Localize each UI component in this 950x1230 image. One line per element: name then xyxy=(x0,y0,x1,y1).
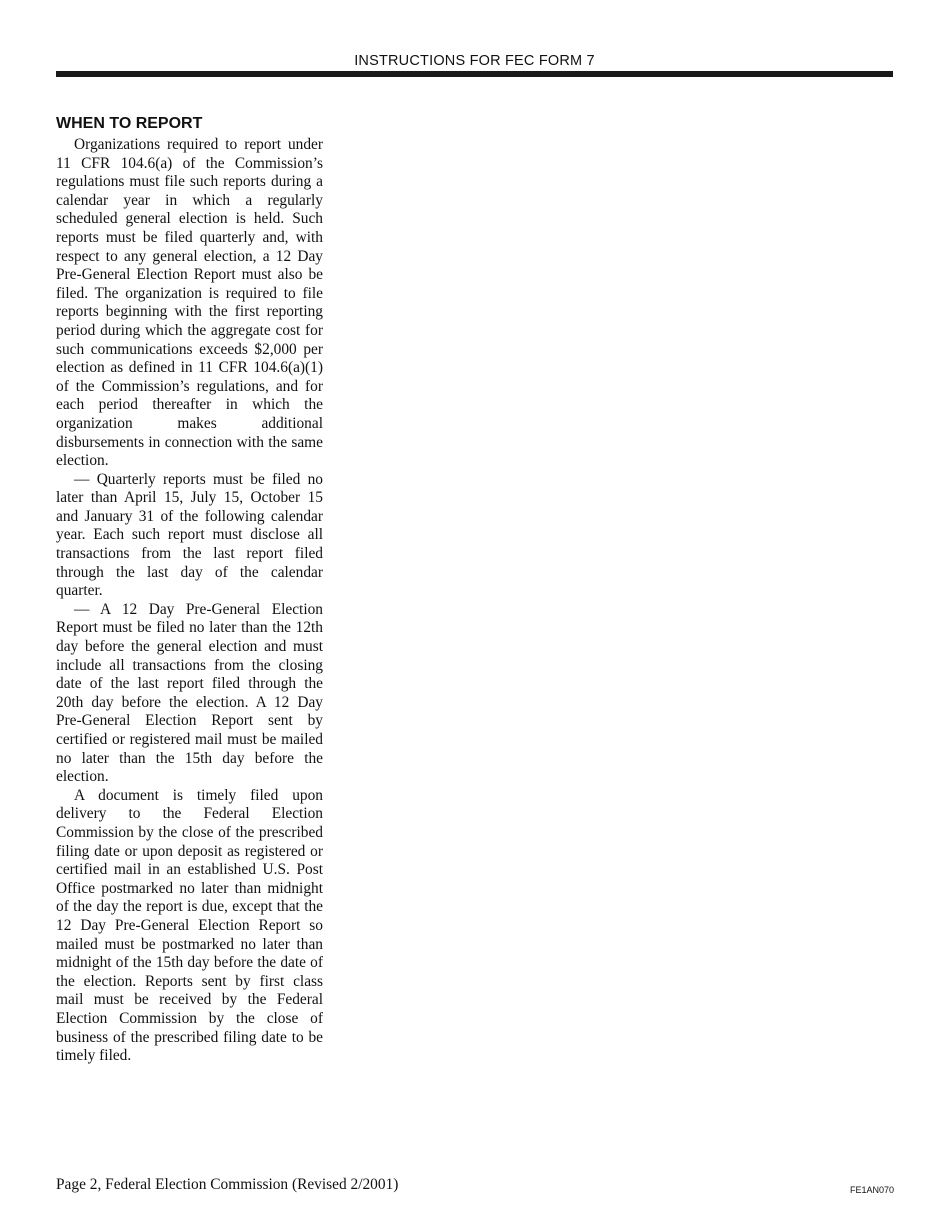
paragraph-timely-filing: A document is timely filed upon delivery to the Federal Election Commission by the close of the prescribed filing date or upon deposit as registered or certified mail in an established U.S. Post Office postmarked no later than midnight of the day the report is due, except that the 12 Day Pre-General Election Report so mailed must be postmarked no later than midnight of the 15th day before the date of the election. Reports sent by first class mail must be received by the Federal Election Commission by the close of business of the prescribed filing date to be timely filed. xyxy=(56,786,323,1065)
page-header-title: INSTRUCTIONS FOR FEC FORM 7 xyxy=(354,53,595,69)
header-divider xyxy=(56,71,893,77)
section-heading: WHEN TO REPORT xyxy=(56,115,203,132)
footer-form-code: FE1AN070 xyxy=(849,1185,894,1195)
paragraph-pre-general-report: — A 12 Day Pre-General Election Report must be filed no later than the 12th day before the general election and must include all transactions from the closing date of the last report filed through the 20th day before the election. A 12 Day Pre-General Election Report sent by certified or registered mail must be mailed no later than the 15th day before the election. xyxy=(56,600,323,786)
footer-page-info: Page 2, Federal Election Commission (Revised 2/2001) xyxy=(56,1176,399,1193)
paragraph-organizations: Organizations required to report under 11 CFR 104.6(a) of the Commission’s regulations must file such reports during a calendar year in which a regularly scheduled general election is held. Such reports must be filed quarterly and, with respect to any general election, a 12 Day Pre-General Election Report must also be filed. The organization is required to file reports beginning with the first reporting period during which the aggregate cost for such communications exceeds $2,000 per election as defined in 11 CFR 104.6(a)(1) of the Commission’s regulations, and for each period thereafter in which the organization makes additional disbursements in connection with the same election. xyxy=(56,136,323,470)
paragraph-quarterly-reports: — Quarterly reports must be filed no later than April 15, July 15, October 15 and January 31 of the following calendar year. Each such report must disclose all transactions from the last report filed through the last day of the calendar quarter. xyxy=(56,470,323,600)
when-to-report-section xyxy=(56,113,323,1066)
